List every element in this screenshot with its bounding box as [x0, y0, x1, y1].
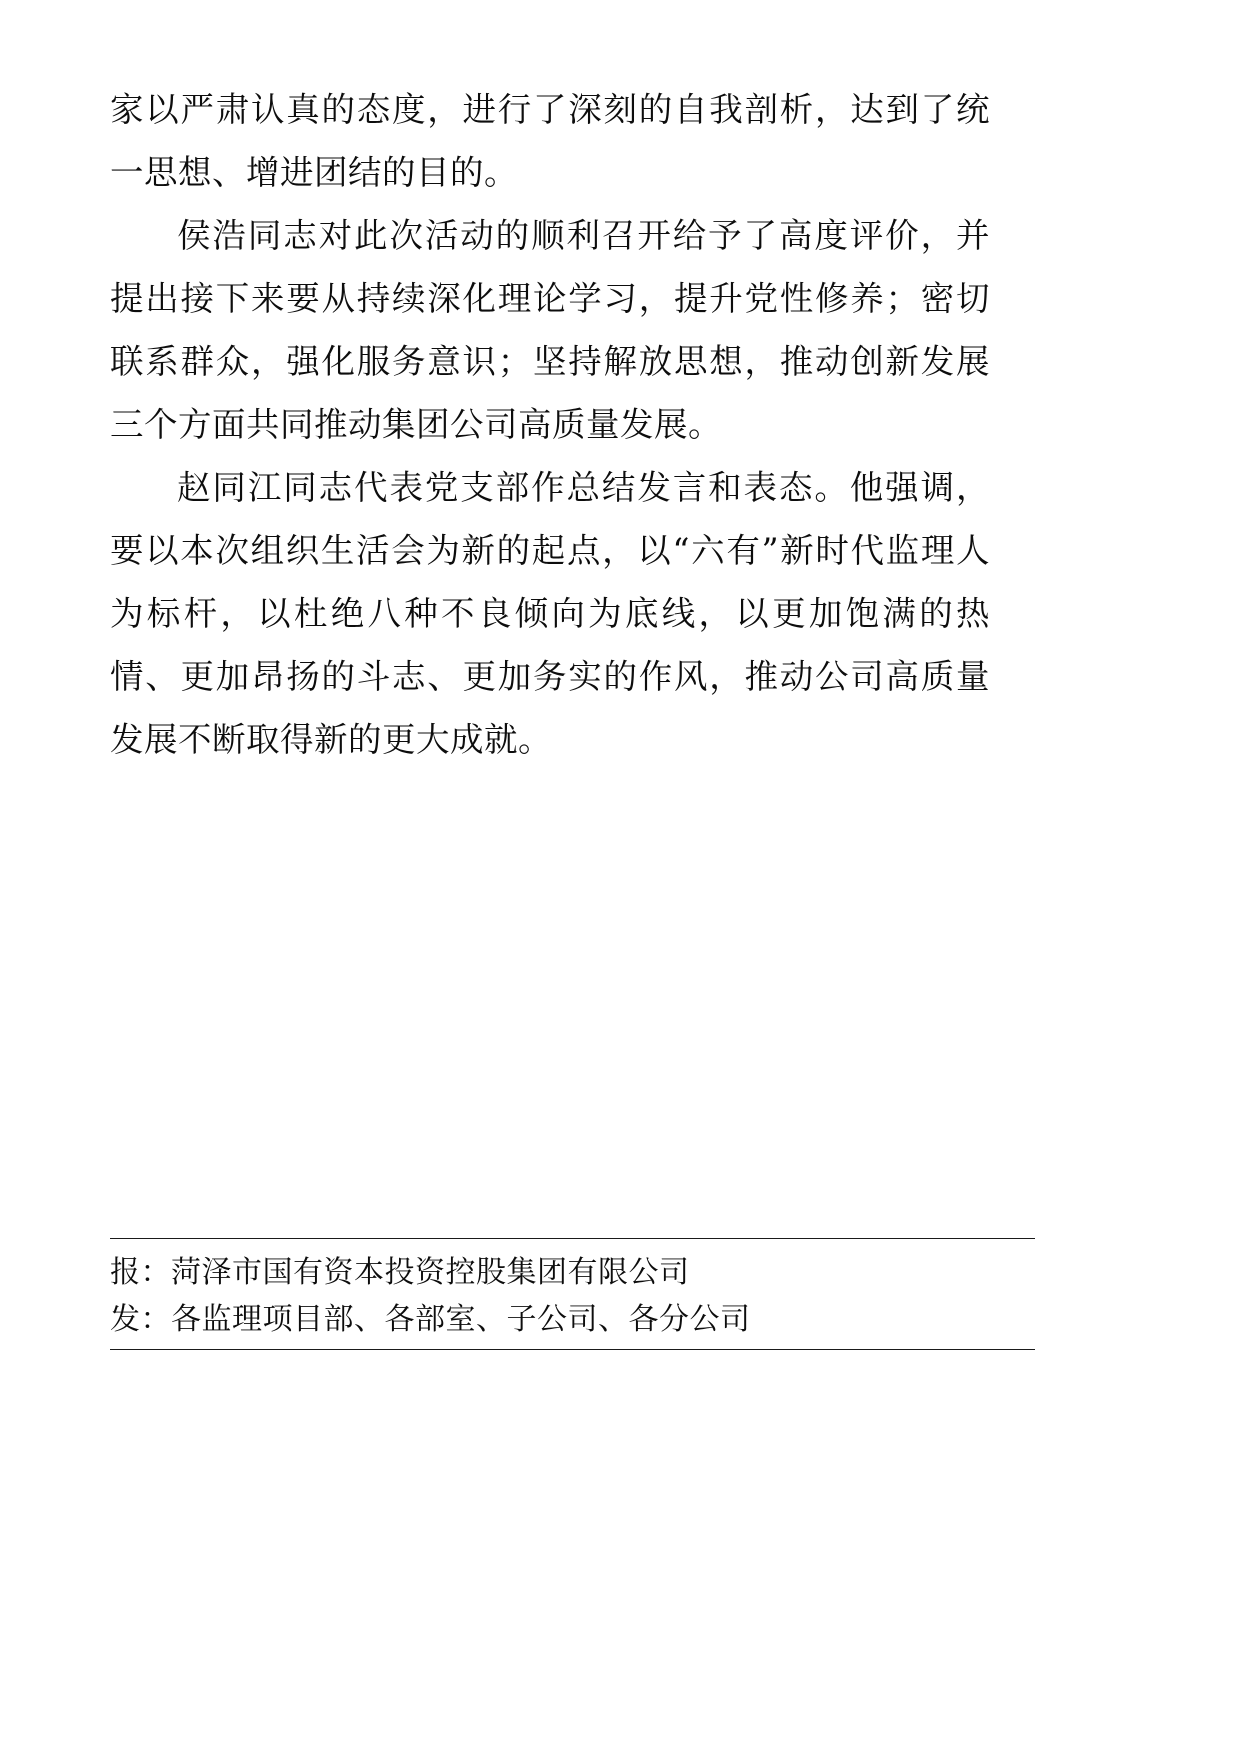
paragraph-continuation: 家以严肃认真的态度，进行了深刻的自我剖析，达到了统一思想、增进团结的目的。 — [110, 90, 990, 192]
paragraph-hou-hao-remarks: 侯浩同志对此次活动的顺利召开给予了高度评价，并提出接下来要从持续深化理论学习，提升党性修养；密切联系群众，强化服务意识；坚持解放思想，推动创新发展三个方面共同推动集团公司高质量发展。 — [110, 216, 990, 444]
document-body — [110, 78, 990, 771]
distribution-lines — [110, 1239, 1035, 1349]
distribution-report-line: 报：菏泽市国有资本投资控股集团有限公司 — [110, 1255, 690, 1290]
footer-bottom-divider — [110, 1349, 1035, 1350]
paragraph-zhao-tongjiang-summary: 赵同江同志代表党支部作总结发言和表态。他强调，要以本次组织生活会为新的起点，以“六有”新时代监理人为标杆，以杜绝八种不良倾向为底线，以更加饱满的热情、更加昂扬的斗志、更加务实的作风，推动公司高质量发展不断取得新的更大成就。 — [110, 468, 990, 759]
distribution-footer — [110, 1238, 1035, 1350]
distribution-issue-line: 发：各监理项目部、各部室、子公司、各分公司 — [110, 1302, 751, 1337]
